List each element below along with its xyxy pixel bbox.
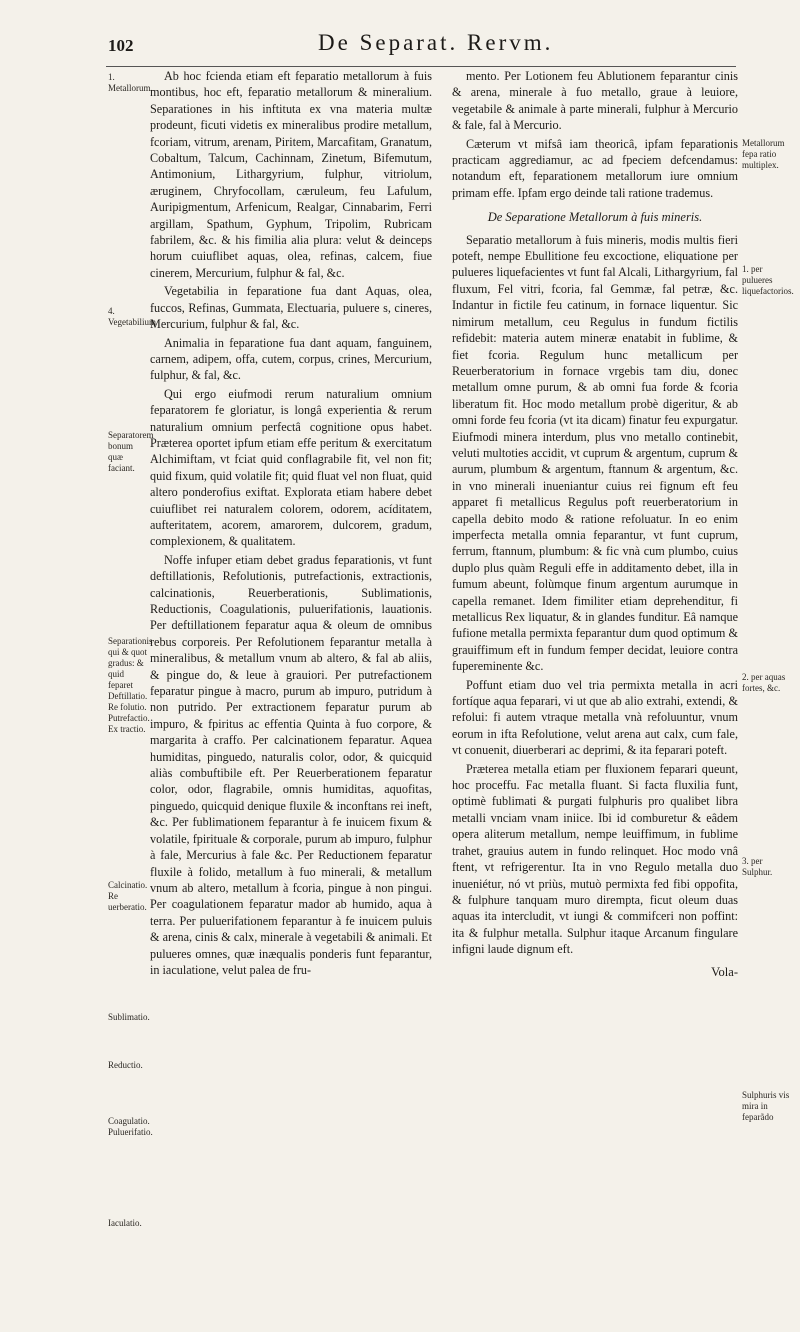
- right-text-column: [452, 68, 738, 1308]
- margin-note: 4. Vegetabilium: [108, 306, 156, 327]
- margin-note: Iaculatio.: [108, 1218, 142, 1228]
- paragraph: mento. Per Lotionem feu Ablutionem feparantur cinis & arena, minerale à fuo metallo, graue à leuiore, vegetabile & animale à parte minerali, fulphur à Mercurio & fale, fal à Mercurio.: [452, 69, 738, 133]
- catchword: Vola-: [711, 964, 738, 979]
- header-rule: [106, 66, 736, 67]
- margin-note: 3. per Sulphur.: [742, 856, 773, 877]
- paragraph: Præterea metalla etiam per fluxionem feparari queunt, hoc proceffu. Fac metalla fluant. Si facta fluxilia funt, optimè fublimati & purgati fulphuris pro qualibet libra metalli vnciam vnam iniice. Ibi id comburetur & eâdem opera aliterum metallum, nempe leuiffimum, in fublime trahet, grauius autem in fundo relinquet. Hoc modo vnâ ftent, vt refrigerentur. Ita in vno Regulo metalla duo inueniétur, nó vt priùs, mutuò permixta fed fibi oppofita, & fulphure tanquam muro dirempta, ficut oleum duas aquas ita intercludit, vt iungi & commifceri non poffint: ita & fulphur metalla. Sulphur itaque Arcanum fingulare infigni laude dignum eft.: [452, 761, 738, 957]
- page-number: 102: [108, 36, 134, 55]
- paragraph: Noffe infuper etiam debet gradus feparationis, vt funt deftillationis, Refolutionis, putrefactionis, extractionis, calcinationis, Reuerberationis, Sublimationis, Reductionis, Coagulationis, puluerifationis, lauationis. Per deftillationem feparatur aqua & oleum de omnibus rebus corporeis. Per Refolutionem feparantur metalla à mineralibus, & metallum vnum ab altero, & fal ab aliis, & pingue do, & leue à grauiori. Per putrefactionem feparatur pingue à macro, purum ab impuro, putridum à non putrido. Per extractionem feparatur purum ab impuro, & fpiritus ac effentia Quinta à fuo corpore, & margarita à craffo. Per calcinationem feparatur. Aquea humiditas, pinguedo, naturalis color, odor, & quicquid aliàs combuftibile eft. Per Reuerberationem feparatur color, odor, flagrabile, omnis humiditas, aquofitas, pinguedo, quicquid denique fluxile & inconftans rei ineft, &c. Per fublimationem feparantur à fe inuicem fixum & volatile, fpirituale & corporale, purum ab impuro, fulphur à fale, Mercurius à fale &c. Per Reductionem feparatur fluxile à folido, metallum à fuo minerali, & metallum vnum ab altero, metallum à fcoria, pingue à non pingui. Per coagulationem feparatur mador ab humido, aqua à terra. Per puluerifationem feparantur à fe inuicem puluis & arena, cinis & calx, minerale à vegetabili & animali. Et pulueres omnes, quæ inæqualis ponderis funt feparantur, in iaculatione, velut palea de fru-: [150, 552, 432, 977]
- margin-note: 1. per pulueres liquefactorios.: [742, 264, 794, 296]
- margin-note: Separationis qui & quot gradus: & quid feparet Deftillatio. Re folutio. Putrefactio. Ex tractio.: [108, 636, 153, 734]
- margin-note: Coagulatio. Puluerifatio.: [108, 1116, 153, 1137]
- left-text-column: [150, 68, 432, 1308]
- margin-note: Sublimatio.: [108, 1012, 150, 1022]
- paragraph: Separatio metallorum à fuis mineris, modis multis fieri poteft, nempe Ebullitione feu excoctione, eliquatione per pulueres liquefacientes vt funt fal Alcali, Lithargyrium, fal fluxum, Fel vitri, fcoria, fal Gemmæ, fal petræ, &c. Indantur in fictile feu catinum, in fornace liquentur. Sic nimirum metallum, ceu Regulus in fundum fictilis refidebit: materia autem mineræ enatabit in fublime, & fiet fcoria. Regulum hunc metallicum per Reuerberatorium in fornace vrgebis tam diu, donec metallum omne purum, & ab omni fua forde & fcoria liberatum fit. Hoc modo metallum probè digeritur, & ab omni forde feu fcoria (vt ita dicam) finatur feu expurgatur. Eiufmodi minera interdum, plus vno metallo continebit, veluti multoties accidit, vt cuprum & argentum, cuprum & aurum, plumbum & argentum, ftannum & argentum, &c. in vno minerali inueniantur cuius rei fignum eft feu apparet fi metallicus Regulus poft reuerberatorium in capella debito modo & ratione refoluatur. In eo enim imperfecta metalla omnia feparantur, vt funt cuprum, ferrum, ftannum, plumbum: & fic vnà cum plumbo, cuius duplo plus quàm Reguli effe in additamento debet, illa in fumum abeunt, folùmque finum argentum aurumque in capella remanet. Idem fimiliter etiam deprehenditur, fi metallicus Rex liquatur, & in glandes funditur. Eâ namque fufione metalla permixta feparantur dum quod optimum & grauiffimum eft in fundum femper decidat, leuiore contra fupereminente &c.: [452, 232, 738, 674]
- paragraph: Animalia in feparatione fua dant aquam, fanguinem, carnem, adipem, offa, cutem, corpus, crines, Mercurium, fulphur, & fal, &c.: [150, 335, 432, 383]
- margin-note: 1. Metallorum.: [108, 72, 153, 93]
- page-header: [0, 30, 800, 62]
- paragraph: Poffunt etiam duo vel tria permixta metalla in acri fortíque aqua feparari, vi ut que ab alio extrahi, extendi, & refolui: fi autem vtraque metalla vnà refoluuntur, vnum eorum in ifta Refolutione, velut arena aut calx, cum fale, vt conuenit, diuerberari ac deprimi, & ita feparari poteft.: [452, 677, 738, 758]
- margin-note: Metallorum fepa ratio multiplex.: [742, 138, 785, 170]
- running-title: De Separat. Rervm.: [318, 30, 554, 55]
- paragraph: Qui ergo eiufmodi rerum naturalium omnium feparatorem fe gloriatur, is longâ experientia & rerum naturalium omnium perfectâ cognitione opus habet. Præterea oportet ipfum etiam effe peritum & exercitatum Alchimiftam, vt fciat quid conflagrabile fit, vel non fit; quid fixum, quid volatile fit; quid fluat vel non fluat, quid altero ponderofius exiftat. Explorata etiam habere debet cuiuflibet rei naturalem colorem, odorem, acíditatem, aufteritatem, acorem, amarorem, dulcorem, gradum, complexionem, & qualitatem.: [150, 386, 432, 549]
- margin-note: 2. per aquas fortes, &c.: [742, 672, 786, 693]
- section-heading: De Separatione Metallorum à fuis mineris.: [487, 210, 703, 225]
- paragraph: Ab hoc fcienda etiam eft feparatio metallorum à fuis montibus, hoc eft, feparatio metallorum & mineralium. Separationes in his inftituta ex vna materia multæ prodeunt, ficuti videtis ex mineralibus prodire metallum, fcoriam, vitrum, arenam, Piritem, Marcafitam, Granatum, Cobaltum, Talcum, Cachinnam, Zinetum, Bifemutum, Antimonium, Lithargyrium, fulphur, vitriolum, æruginem, Chryfocollam, cæruleum, feu Lafulum, Auripigmentum, Arfenicum, Realgar, Cinnabarim, Ferri argillam, Spathum, Gyphum, Tripolim, Rubricam fabrilem, &c. & his fimilia alia plura: velut & deinceps horum cuiuflibet aquas, olea, refinas, calcem, fiue cinerem, Mercurium, fulphur & fal, &c.: [150, 69, 432, 280]
- margin-note: Calcinatio. Re uerberatio.: [108, 880, 148, 912]
- paragraph: Cæterum vt mifsâ iam theoricâ, ipfam feparationis practicam aggrediamur, ac ad fpeciem defcendamus: notandum eft, feparationem metallorum iure omnium primam effe. Ipfam ergo deinde tali ratione trademus.: [452, 136, 738, 200]
- margin-note: Separatorem bonum quæ faciant.: [108, 430, 154, 473]
- paragraph: Vegetabilia in feparatione fua dant Aquas, olea, fuccos, Refinas, Gummata, Electuaria, puluere s, cineres, Mercurium, fulphur & fal, &c.: [150, 284, 432, 332]
- margin-note: Reductio.: [108, 1060, 143, 1070]
- margin-note: Sulphuris vis mira in feparãdo: [742, 1090, 790, 1122]
